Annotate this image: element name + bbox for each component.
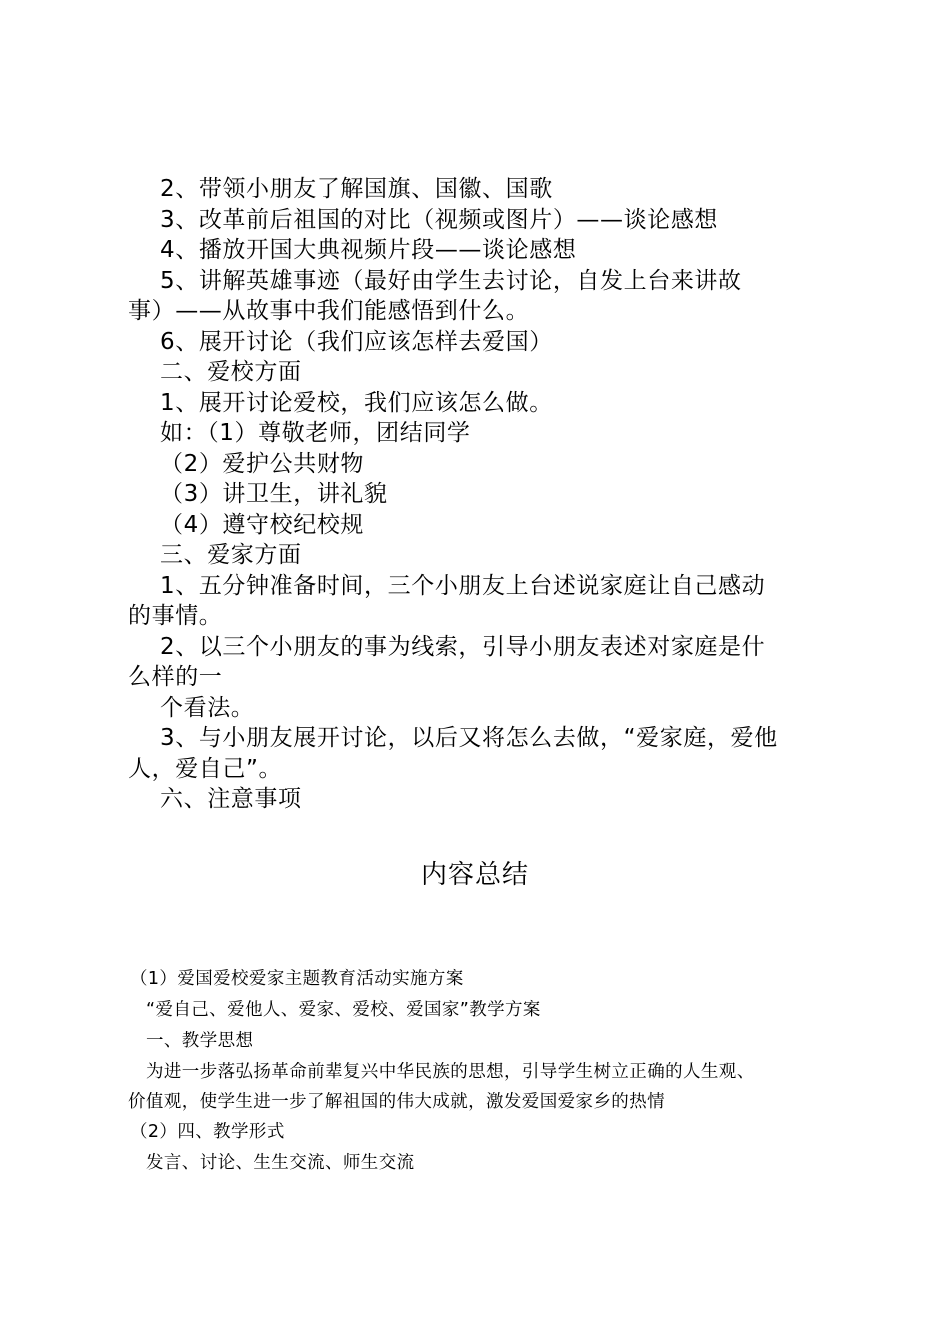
main-line-8: 1、展开讨论爱校，我们应该怎么做。 (160, 390, 553, 416)
main-line-2: 3、改革前后祖国的对比（视频或图片）——谈论感想 (160, 207, 719, 233)
main-line-12: （4）遵守校纪校规 (160, 512, 365, 538)
summary-line-1: （1）爱国爱校爱家主题教育活动实施方案 (130, 969, 464, 989)
section-heading-love-home: 三、爱家方面 (160, 542, 302, 568)
main-line-9: 如：（1）尊敬老师，团结同学 (160, 420, 471, 446)
main-line-5: 事）——从故事中我们能感悟到什么。 (128, 298, 530, 324)
summary-line-5: 价值观，使学生进一步了解祖国的伟大成就，激发爱国爱家乡的热情 (128, 1092, 665, 1112)
main-line-14: 1、五分钟准备时间，三个小朋友上台述说家庭让自己感动 (160, 573, 766, 599)
summary-line-4: 为进一步落弘扬革命前辈复兴中华民族的思想，引导学生树立正确的人生观、 (146, 1062, 755, 1082)
summary-line-7: 发言、讨论、生生交流、师生交流 (146, 1153, 415, 1173)
main-line-15: 的事情。 (128, 603, 223, 629)
main-line-1: 2、带领小朋友了解国旗、国徽、国歌 (160, 176, 553, 202)
section-heading-love-school: 二、爱校方面 (160, 359, 302, 385)
summary-line-3: 一、教学思想 (146, 1031, 254, 1051)
main-line-11: （3）讲卫生，讲礼貌 (160, 481, 388, 507)
main-line-17: 么样的一 (128, 664, 223, 690)
main-line-3: 4、播放开国大典视频片段——谈论感想 (160, 237, 577, 263)
main-line-10: （2）爱护公共财物 (160, 451, 365, 477)
main-line-4: 5、讲解英雄事迹（最好由学生去讨论，自发上台来讲故 (160, 268, 742, 294)
summary-title: 内容总结 (420, 860, 529, 890)
summary-line-6: （2）四、教学形式 (130, 1122, 285, 1142)
main-line-18: 个看法。 (160, 695, 255, 721)
main-line-6: 6、展开讨论（我们应该怎样去爱国） (160, 329, 553, 355)
main-line-19: 3、与小朋友展开讨论，以后又将怎么去做，“爱家庭，爱他 (160, 725, 778, 751)
main-line-20: 人，爱自己”。 (128, 756, 283, 782)
summary-line-2: “爱自己、爱他人、爱家、爱校、爱国家”教学方案 (146, 1000, 541, 1020)
section-heading-notes: 六、注意事项 (160, 786, 302, 812)
main-line-16: 2、以三个小朋友的事为线索，引导小朋友表述对家庭是什 (160, 634, 766, 660)
